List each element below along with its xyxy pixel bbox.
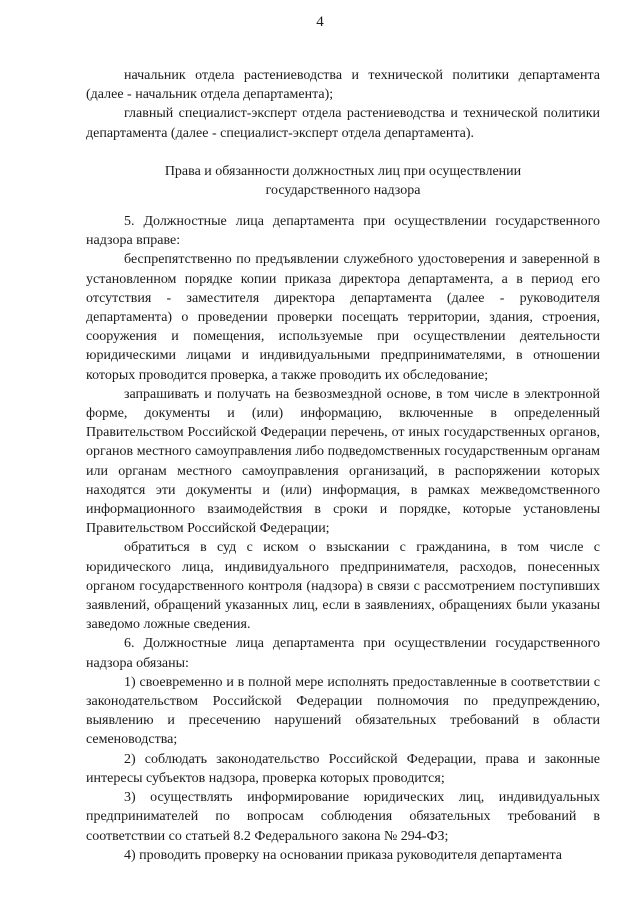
intro-paragraph: главный специалист-эксперт отдела растениеводства и технической политики департамента (далее - специалист-эксперт отдела департамента). (86, 106, 600, 141)
paragraph: запрашивать и получать на безвозмездной основе, в том числе в электронной форме, документы и (или) информацию, включенные в определенный Правительством Российской Федерации перечень, от иных государственных органов, органов местного самоуправления либо подведомственных государственным органам или органам местного самоуправления организаций, в распоряжении которых находятся эти документы и (или) информация, в рамках межведомственного информационного взаимодействия в сроки и порядке, которые установлены Правительством Российской Федерации; (86, 386, 600, 537)
paragraph: беспрепятственно по предъявлении служебного удостоверения и заверенной в установленном порядке копии приказа директора департамента, а в период его отсутствия - заместителя директора департамента (далее - руководителя департамента) о проведении проверки посещать территории, здания, строения, сооружения и помещения, используемые при осуществлении деятельности юридическими лицами и индивидуальными предпринимателями, в отношении которых проводится проверка, а также проводить их обследование; (86, 252, 600, 383)
main-text-block (86, 212, 600, 865)
paragraph: 3) осуществлять информирование юридических лиц, индивидуальных предпринимателей по вопросам соблюдения обязательных требований в соответствии со статьей 8.2 Федерального закона № 294-ФЗ; (86, 790, 600, 844)
intro-paragraph: начальник отдела растениеводства и технической политики департамента (далее - начальник отдела департамента); (86, 68, 600, 103)
paragraph: 4) проводить проверку на основании приказа руководителя департамента (124, 847, 562, 863)
intro-block (86, 66, 600, 143)
paragraph: обратиться в суд с иском о взыскании с гражданина, в том числе с юридического лица, индивидуального предпринимателя, расходов, понесенных органом государственного контроля (надзора) в связи с рассмотрением поступивших заявлений, обращений указанных лиц, если в заявлениях, обращениях были указаны заведомо ложные сведения. (86, 540, 600, 633)
page-number: 4 (316, 14, 324, 30)
paragraph: 6. Должностные лица департамента при осуществлении государственного надзора обязаны: (86, 636, 600, 671)
section-title: Права и обязанности должностных лиц при осуществлении государственного надзора (164, 164, 522, 198)
section-heading-block (86, 162, 600, 200)
paragraph: 1) своевременно и в полной мере исполнять предоставленные в соответствии с законодательством Российской Федерации полномочия по предупреждению, выявлению и пресечению нарушений обязательных требований в области семеноводства; (86, 674, 600, 748)
paragraph: 2) соблюдать законодательство Российской Федерации, права и законные интересы субъектов надзора, проверка которых проводится; (86, 751, 600, 786)
paragraph: 5. Должностные лица департамента при осуществлении государственного надзора вправе: (86, 214, 600, 249)
